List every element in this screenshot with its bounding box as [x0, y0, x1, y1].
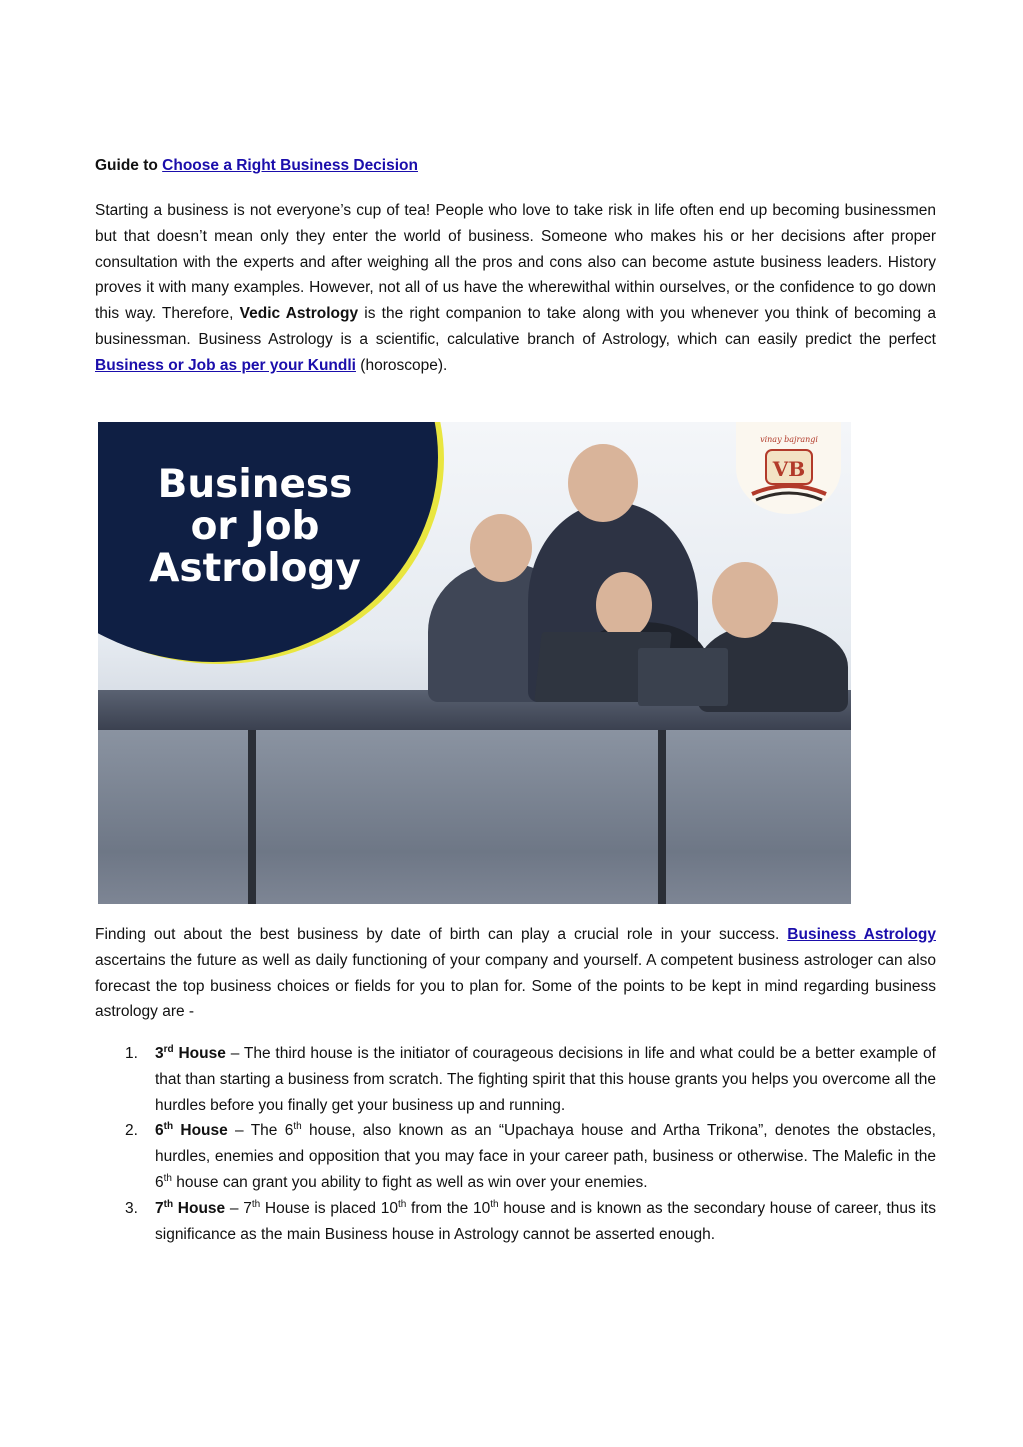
ordinal-suffix: th: [490, 1198, 499, 1210]
person-head: [712, 562, 778, 638]
list-text: from the 10: [406, 1199, 491, 1217]
house-suffix: th: [163, 1198, 174, 1210]
page-heading: [95, 157, 418, 175]
hero-title-line: or Job: [190, 504, 320, 549]
house-suffix: th: [163, 1121, 174, 1133]
table-leg: [658, 730, 666, 904]
second-text-a: Finding out about the best business by date of birth can play a crucial role in your success.: [95, 926, 788, 943]
brand-logo: [736, 422, 841, 514]
house-suffix: rd: [163, 1043, 174, 1055]
person-head: [470, 514, 532, 582]
table-leg: [248, 730, 256, 904]
business-astrology-link[interactable]: Business Astrology: [787, 926, 936, 943]
house-number: 6: [155, 1122, 164, 1140]
list-text: house and is known as the secondary house of career, thus its significance as the main Business house in Astrology cannot be asserted enough.: [155, 1199, 936, 1243]
list-number: 2.: [125, 1122, 138, 1140]
svg-text:vinay bajrangi: vinay bajrangi: [759, 435, 818, 444]
brand-logo-icon: [744, 428, 834, 508]
laptop: [638, 648, 728, 706]
list-item: [95, 1041, 936, 1118]
intro-text-b: is the right companion to take along with you whenever you think of becoming a businessman. Business Astrology is a scientific, calculative branch of Astrology, which can easily predict the perfect: [95, 305, 936, 348]
list-text: house, also known as an “Upachaya house and Artha Trikona”, denotes the obstacles, hurdles, enemies and opposition that you may face in your career path, business or otherwise. The Malefic in the 6: [155, 1122, 936, 1191]
ordinal-suffix: th: [251, 1198, 261, 1210]
list-number: 1.: [125, 1045, 138, 1062]
second-paragraph: [95, 922, 936, 1025]
list-text: – The 6: [227, 1122, 294, 1140]
person-head: [568, 444, 638, 522]
list-item: [95, 1118, 936, 1195]
hero-title-line: Astrology: [149, 546, 361, 591]
svg-text:VB: VB: [772, 457, 805, 481]
person-head: [596, 572, 652, 638]
list-text: – The third house is the initiator of courageous decisions in life and what could be a better example of that than starting a business from scratch. The fighting spirit that this house grants you helps you overcome all the hurdles before you finally get your business up and running.: [155, 1045, 936, 1114]
ordinal-suffix: th: [397, 1198, 407, 1210]
list-item: [95, 1196, 936, 1248]
ordinal-suffix: th: [163, 1172, 172, 1184]
list-text: – 7: [225, 1199, 252, 1217]
hero-title-line: Business: [157, 462, 353, 507]
hero-title: [120, 464, 390, 590]
house-word: House: [173, 1045, 226, 1062]
house-number: 7: [155, 1199, 164, 1217]
intro-paragraph: [95, 198, 936, 379]
list-number: 3.: [125, 1199, 138, 1217]
list-text: house can grant you ability to fight as well as win over your enemies.: [171, 1173, 648, 1191]
heading-prefix: Guide to: [95, 157, 163, 174]
house-list: [95, 1041, 936, 1247]
intro-text-c: (horoscope).: [355, 356, 448, 374]
second-text-b: ascertains the future as well as daily functioning of your company and yourself. A competent business astrologer can also forecast the top business choices or fields for you to plan for. Some of the points to be kept in mind regarding business astrology are -: [95, 951, 936, 1021]
house-number: 3: [155, 1045, 164, 1062]
intro-text-a: Starting a business is not everyone’s cup of tea! People who love to take risk in life often end up becoming businessmen but that doesn’t mean only they enter the world of business. Someone who makes his or her decisions after proper consultation with the experts and after weighing all the pros and cons also can become astute business leaders. History proves it with many examples. However, not all of us have the wherewithal within ourselves, or the confidence to go down this way. Therefore,: [95, 202, 936, 323]
house-word: House: [173, 1122, 228, 1140]
ordinal-suffix: th: [293, 1121, 302, 1133]
kundli-link[interactable]: Business or Job as per your Kundli: [95, 356, 356, 374]
house-word: House: [173, 1199, 226, 1217]
vedic-astrology-bold: Vedic Astrology: [239, 305, 359, 323]
table-base: [98, 730, 851, 904]
heading-link[interactable]: Choose a Right Business Decision: [162, 157, 418, 174]
list-text: House is placed 10: [260, 1199, 398, 1217]
hero-image: [98, 422, 851, 904]
